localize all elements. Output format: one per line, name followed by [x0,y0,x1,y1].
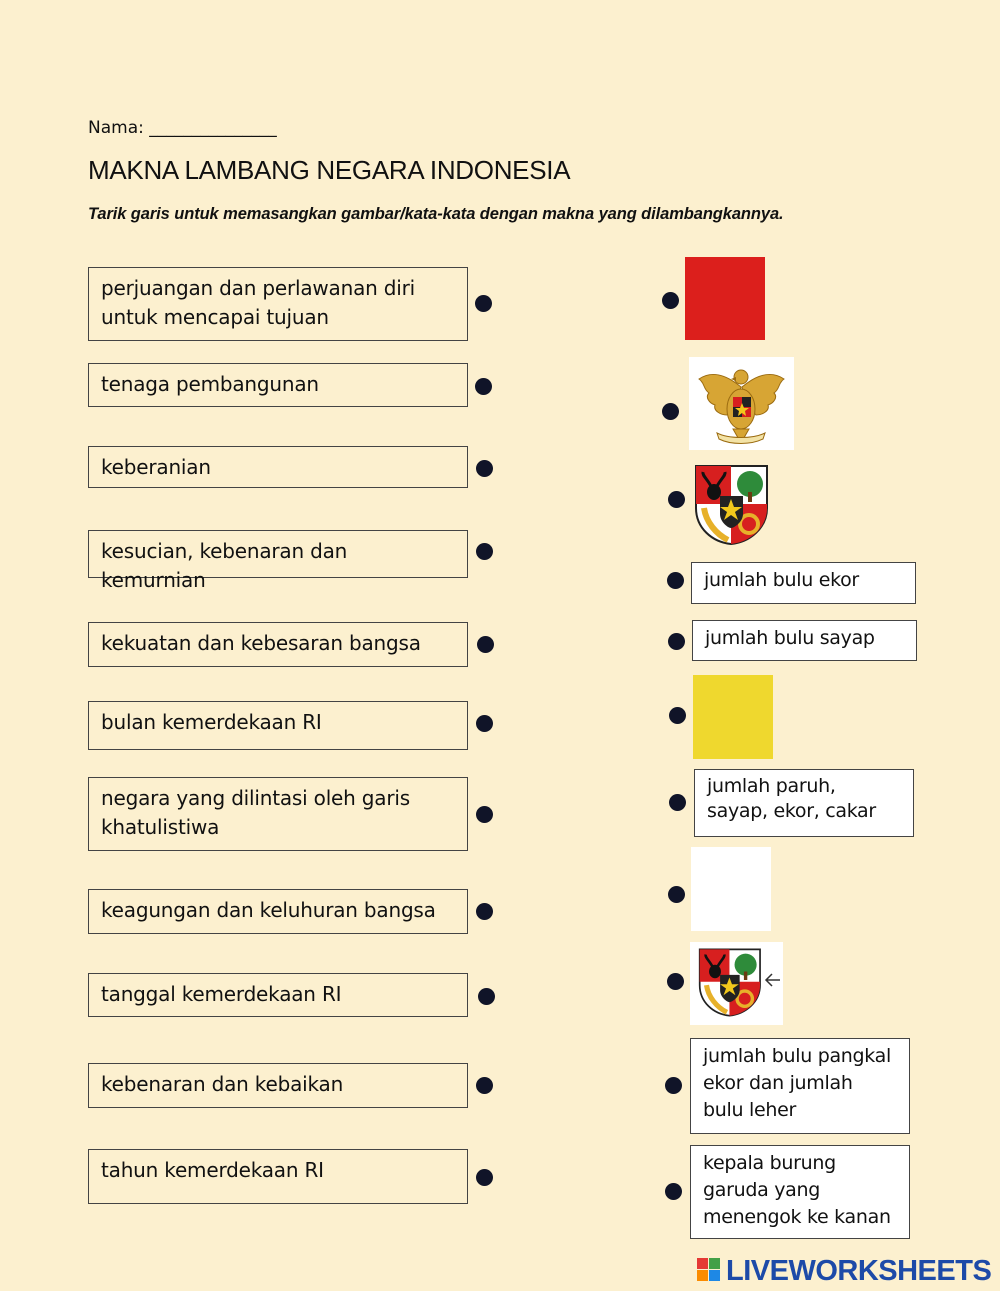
right-item-bulu-sayap: jumlah bulu sayap [692,620,917,661]
left-item-perjuangan: perjuangan dan perlawanan diri untuk mencapai tujuan [88,267,468,341]
garuda-pancasila-icon [689,357,794,450]
pancasila-shield-icon [694,462,769,546]
left-connector-dot[interactable] [475,378,492,395]
name-field-label: Nama: _______________ [88,118,277,138]
left-item-bulan: bulan kemerdekaan RI [88,701,468,750]
right-connector-dot[interactable] [662,292,679,309]
right-connector-dot[interactable] [665,1183,682,1200]
left-connector-dot[interactable] [476,903,493,920]
page-title: MAKNA LAMBANG NEGARA INDONESIA [88,155,571,185]
right-item-bulu-pangkal-leher: jumlah bulu pangkal ekor dan jumlah bulu leher [690,1038,910,1134]
yellow-color-swatch [693,675,773,759]
right-connector-dot[interactable] [668,633,685,650]
left-connector-dot[interactable] [476,806,493,823]
left-connector-dot[interactable] [476,715,493,732]
right-item-kepala-menengok: kepala burung garuda yang menengok ke kanan [690,1145,910,1239]
right-connector-dot[interactable] [668,491,685,508]
red-color-swatch [685,257,765,340]
liveworksheets-brand[interactable]: LIVEWORKSHEETS [726,1255,992,1287]
instruction-text: Tarik garis untuk memasangkan gambar/kata-kata dengan makna yang dilambangkannya. [88,205,784,223]
left-connector-dot[interactable] [476,543,493,560]
right-connector-dot[interactable] [668,886,685,903]
right-connector-dot[interactable] [669,794,686,811]
left-item-tahun: tahun kemerdekaan RI [88,1149,468,1204]
left-item-kekuatan: kekuatan dan kebesaran bangsa [88,622,468,667]
right-connector-dot[interactable] [669,707,686,724]
left-connector-dot[interactable] [476,1169,493,1186]
right-connector-dot[interactable] [667,572,684,589]
left-connector-dot[interactable] [476,1077,493,1094]
right-connector-dot[interactable] [662,403,679,420]
white-color-swatch [691,847,771,931]
left-item-keagungan: keagungan dan keluhuran bangsa [88,889,468,934]
left-connector-dot[interactable] [476,460,493,477]
liveworksheets-logo-icon [697,1258,721,1286]
left-connector-dot[interactable] [475,295,492,312]
left-item-kesucian: kesucian, kebenaran dan kemurnian [88,530,468,578]
left-item-keberanian: keberanian [88,446,468,488]
left-item-khatulistiwa: negara yang dilintasi oleh garis khatulistiwa [88,777,468,851]
right-item-bulu-ekor: jumlah bulu ekor [691,562,916,604]
left-connector-dot[interactable] [478,988,495,1005]
right-item-paruh-sayap-ekor-cakar: jumlah paruh, sayap, ekor, cakar [694,769,914,837]
left-connector-dot[interactable] [477,636,494,653]
left-item-tenaga: tenaga pembangunan [88,363,468,407]
left-item-kebenaran: kebenaran dan kebaikan [88,1063,468,1108]
left-item-tanggal: tanggal kemerdekaan RI [88,973,468,1017]
right-connector-dot[interactable] [667,973,684,990]
right-connector-dot[interactable] [665,1077,682,1094]
pancasila-shield-arrow-icon [690,942,783,1025]
